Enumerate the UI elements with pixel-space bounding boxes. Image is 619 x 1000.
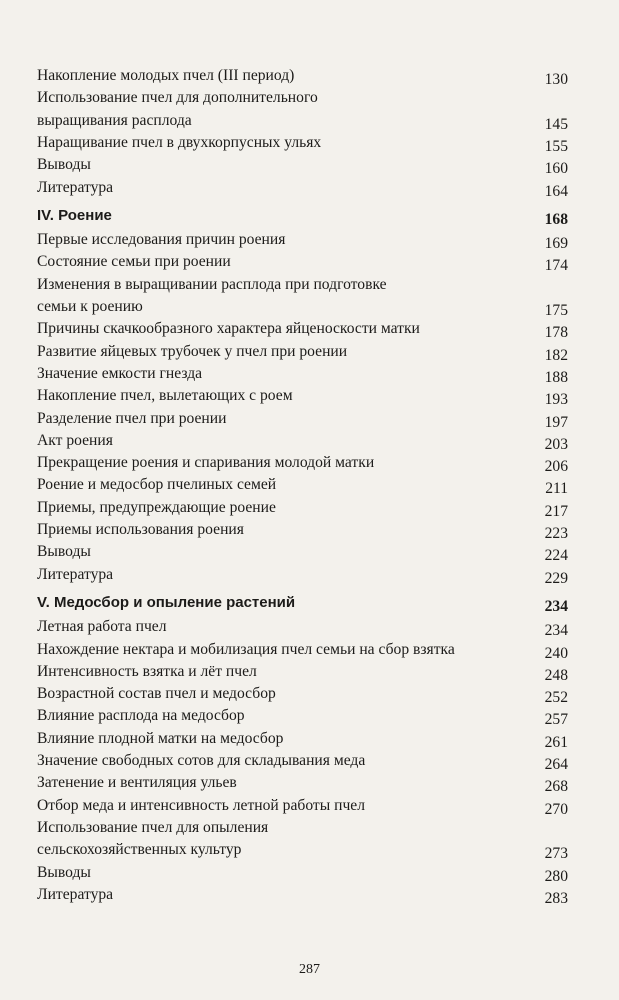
toc-entry-page: 193 xyxy=(544,391,568,409)
toc-entry-title: Приемы, предупреждающие роение xyxy=(37,498,276,516)
toc-entry-title: Роение и медосбор пчелиных семей xyxy=(37,476,277,494)
toc-entry-title: Затенение и вентиляция ульев xyxy=(37,774,237,792)
toc-entry-page: 206 xyxy=(544,458,568,476)
toc-entry-title: Состояние семьи при роении xyxy=(37,253,231,271)
toc-entry-page: 211 xyxy=(545,480,568,498)
toc-entry-page: 240 xyxy=(544,644,568,662)
toc-entry-page: 229 xyxy=(544,569,568,587)
toc-entry-title: Развитие яйцевых трубочек у пчел при роении xyxy=(37,342,348,360)
toc-entry-title: Накопление пчел, вылетающих с роем xyxy=(37,387,293,405)
toc-entry-title: Первые исследования причин роения xyxy=(37,231,286,249)
toc-entry-title: сельскохозяйственных культур xyxy=(37,841,242,859)
toc-entry-page: 145 xyxy=(544,115,568,133)
toc-entry-title: Значение емкости гнезда xyxy=(37,364,203,382)
toc-entry-page: 130 xyxy=(544,71,568,88)
toc-entry-title: семьи к роению xyxy=(37,298,143,315)
toc-entry-page: 268 xyxy=(544,778,568,796)
section-heading: V. Медосбор и опыление растений xyxy=(37,593,296,611)
toc-entry-title: Наращивание пчел в двухкорпусных ульях xyxy=(37,133,322,151)
toc-entry-page: 169 xyxy=(544,235,568,253)
toc-entry-title: Возрастной состав пчел и медосбор xyxy=(37,685,276,703)
toc-entry-page: 234 xyxy=(544,622,568,640)
toc-entry-page: 252 xyxy=(544,689,568,707)
toc-entry-title: Выводы xyxy=(37,543,91,561)
toc-entry-title: Изменения в выращивании расплода при подготовке xyxy=(37,275,387,293)
toc-entry-title: Значение свободных сотов для складывания меда xyxy=(37,752,366,769)
toc-entry-title: Приемы использования роения xyxy=(37,521,244,538)
toc-entry-page: 270 xyxy=(544,800,568,818)
toc-entry-title: Отбор меда и интенсивность летной работы пчел xyxy=(37,796,365,814)
toc-entry-page: 280 xyxy=(544,867,568,885)
toc-entry-page: 217 xyxy=(544,502,568,520)
toc-entry-title: Использование пчел для опыления xyxy=(37,818,269,836)
toc-entry-title: Литература xyxy=(37,565,114,583)
toc-entry-title: Накопление молодых пчел (III период) xyxy=(37,67,295,84)
toc-entry-page: 175 xyxy=(544,302,568,319)
toc-entry-page: 182 xyxy=(544,346,568,364)
toc-entry-page: 174 xyxy=(544,257,568,275)
toc-entry-title: Влияние плодной матки на медосбор xyxy=(37,729,284,747)
toc-entry-title: Литература xyxy=(37,885,114,903)
toc-entry-title: Нахождение нектара и мобилизация пчел семьи на сбор взятка xyxy=(37,640,455,658)
toc-entry-title: Выводы xyxy=(37,863,91,881)
toc-entry-title: Выводы xyxy=(37,156,91,174)
toc-entry-page: 257 xyxy=(544,711,568,729)
toc-entry-title: Интенсивность взятка и лёт пчел xyxy=(37,662,257,680)
toc-entry-title: Влияние расплода на медосбор xyxy=(37,707,245,725)
section-heading: IV. Роение xyxy=(37,206,112,224)
toc-entry-page: 224 xyxy=(544,547,568,565)
toc-entry-title: Литература xyxy=(37,178,114,196)
toc-entry-page: 160 xyxy=(544,160,568,178)
toc-entry-title: Прекращение роения и спаривания молодой матки xyxy=(37,454,375,472)
toc-entry-page: 273 xyxy=(544,845,568,863)
toc-entry-title: Использование пчел для дополнительного xyxy=(37,89,318,107)
toc-entry-title: выращивания расплода xyxy=(37,111,192,129)
toc-entry-page: 197 xyxy=(544,413,568,431)
page-number: 287 xyxy=(299,962,320,977)
toc-entry-page: 164 xyxy=(544,182,568,200)
toc-entry-title: Летная работа пчел xyxy=(37,618,167,636)
toc-entry-page: 261 xyxy=(544,733,568,751)
toc-entry-page: 248 xyxy=(544,666,568,684)
toc-entry-page: 203 xyxy=(544,435,568,453)
toc-entry-page: 264 xyxy=(544,756,568,773)
toc-entry-title: Причины скачкообразного характера яйценоскости матки xyxy=(37,320,420,338)
toc-entry-page: 234 xyxy=(544,597,568,615)
toc-entry-title: Разделение пчел при роении xyxy=(37,409,227,427)
toc-entry-page: 155 xyxy=(544,137,568,155)
toc-entry-page: 178 xyxy=(544,324,568,342)
toc-entry-title: Акт роения xyxy=(37,431,113,449)
toc-entry-page: 188 xyxy=(544,368,568,386)
toc-entry-page: 283 xyxy=(544,889,568,907)
toc-entry-page: 223 xyxy=(544,525,568,542)
toc-entry-page: 168 xyxy=(544,210,568,228)
